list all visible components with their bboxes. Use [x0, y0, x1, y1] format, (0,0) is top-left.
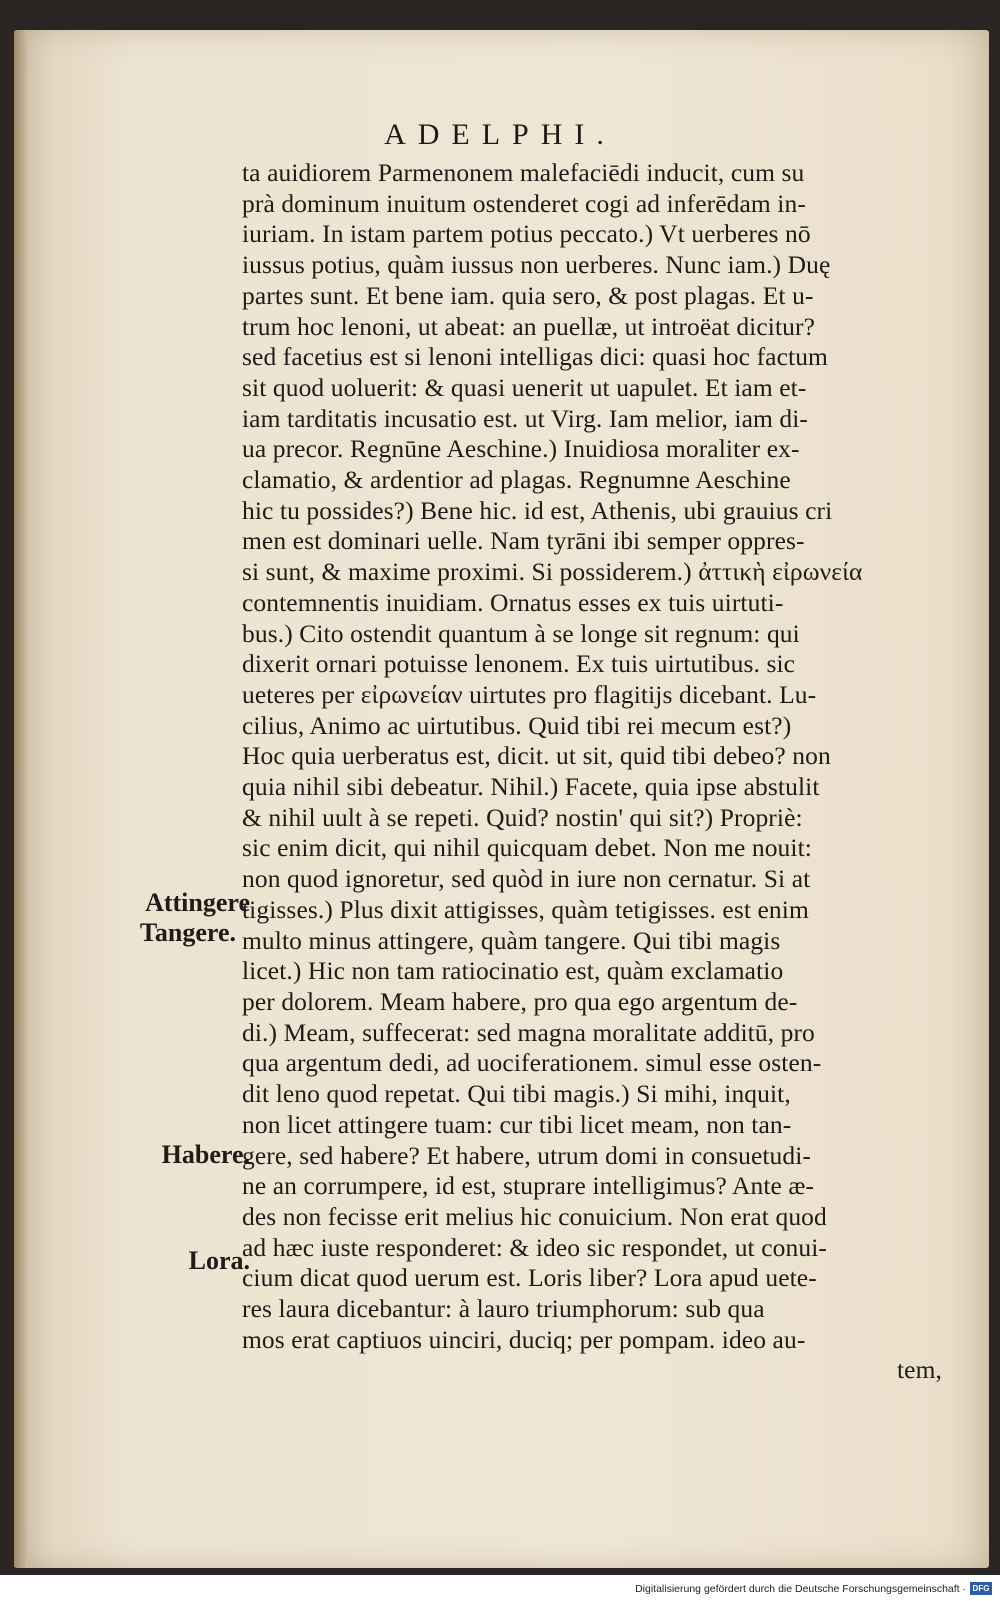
text-line: partes sunt. Et bene iam. quia sero, & post plagas. Et u- — [242, 280, 814, 310]
text-line: ueteres per εἰρωνείαν uirtutes pro flagitijs dicebant. Lu- — [242, 679, 817, 709]
marginal-note-attingere: Attingere — [145, 888, 250, 917]
text-line: tem, — [896, 1355, 942, 1385]
text-line: ne an corrumpere, id est, stuprare intelligimus? Ante æ- — [242, 1171, 815, 1201]
text-line: contemnentis inuidiam. Ornatus esses ex tuis uirtuti- — [242, 587, 784, 617]
commentary-text — [242, 158, 962, 1386]
text-line: sic enim dicit, qui nihil quicquam debet. Non me nouit: — [242, 833, 812, 863]
text-line: tigisses.) Plus dixit attigisses, quàm tetigisses. est enim — [242, 894, 809, 924]
text-line: cilius, Animo ac uirtutibus. Quid tibi rei mecum est?) — [242, 710, 792, 740]
text-line: bus.) Cito ostendit quantum à se longe sit regnum: qui — [242, 618, 800, 648]
text-line: mos erat captiuos uinciri, duciq; per pompam. ideo au- — [242, 1324, 806, 1354]
funding-credit: Digitalisierung gefördert durch die Deutsche Forschungsgemeinschaft · — [635, 1583, 966, 1595]
text-line: res laura dicebantur: à lauro triumphorum: sub qua — [242, 1294, 765, 1324]
text-line: si sunt, & maxime proximi. Si possiderem.) ἀττικὴ εἰρωνεία — [242, 557, 863, 587]
dfg-logo: DFG — [970, 1582, 992, 1595]
text-line: sit quod uoluerit: & quasi uenerit ut uapulet. Et iam et- — [242, 372, 807, 402]
text-line: hic tu possides?) Bene hic. id est, Athenis, ubi grauius cri — [242, 495, 833, 525]
text-line: des non fecisse erit melius hic conuicium. Non erat quod — [242, 1201, 827, 1231]
text-line: quia nihil sibi debeatur. Nihil.) Facete, quia ipse abstulit — [242, 772, 820, 802]
text-line: ad hæc iuste responderet: & ideo sic respondet, ut conui- — [242, 1232, 827, 1262]
text-line: ta auidiorem Parmenonem malefaciēdi inducit, cum su — [242, 158, 805, 187]
text-line: Hoc quia uerberatus est, dicit. ut sit, quid tibi debeo? non — [242, 741, 831, 771]
text-line: qua argentum dedi, ad uociferationem. simul esse osten- — [242, 1048, 822, 1078]
text-line: prà dominum inuitum ostenderet cogi ad inferēdam in- — [242, 188, 806, 218]
marginal-note-tangere: Tangere. — [139, 918, 236, 947]
text-line: gere, sed habere? Et habere, utrum domi in consuetudi- — [242, 1140, 812, 1170]
text-line: dixerit ornari potuisse lenonem. Ex tuis uirtutibus. sic — [242, 649, 796, 679]
text-line: & nihil uult à se repeti. Quid? nostin' qui sit?) Propriè: — [242, 802, 803, 832]
text-line: iussus potius, quàm iussus non uerberes. Nunc iam.) Duę — [242, 250, 831, 280]
marginal-note-lora: Lora. — [188, 1246, 250, 1275]
marginal-note-habere: Habere. — [161, 1140, 250, 1169]
text-line: cium dicat quod uerum est. Loris liber? Lora apud uete- — [242, 1263, 817, 1293]
text-line: dit leno quod repetat. Qui tibi magis.) Si mihi, inquit, — [242, 1079, 791, 1109]
text-line: per dolorem. Meam habere, pro qua ego argentum de- — [242, 986, 798, 1016]
text-line: licet.) Hic non tam ratiocinatio est, quàm exclamatio — [242, 956, 784, 986]
text-line: sed facetius est si lenoni intelligas dici: quasi hoc factum — [242, 342, 828, 372]
text-line: iam tarditatis incusatio est. ut Virg. Iam melior, iam di- — [242, 403, 809, 433]
text-line: multo minus attingere, quàm tangere. Qui tibi magis — [242, 925, 781, 955]
text-line: di.) Meam, suffecerat: sed magna moralitate additū, pro — [242, 1017, 815, 1047]
text-line: trum hoc lenoni, ut abeat: an puellæ, ut introëat dicitur? — [242, 311, 816, 341]
text-line: non quod ignoretur, sed quòd in iure non cernatur. Si at — [242, 864, 811, 894]
text-line: ua precor. Regnūne Aeschine.) Inuidiosa moraliter ex- — [242, 434, 800, 464]
text-line: non licet attingere tuam: cur tibi licet meam, non tan- — [242, 1109, 792, 1139]
page-gutter-edge — [14, 30, 28, 1568]
text-line: men est dominari uelle. Nam tyrāni ibi semper oppres- — [242, 526, 805, 556]
running-title: ADELPHI. — [384, 118, 616, 151]
text-line: clamatio, & ardentior ad plagas. Regnumne Aeschine — [242, 465, 791, 495]
text-line: iuriam. In istam partem potius peccato.) Vt uerberes nō — [242, 219, 811, 249]
